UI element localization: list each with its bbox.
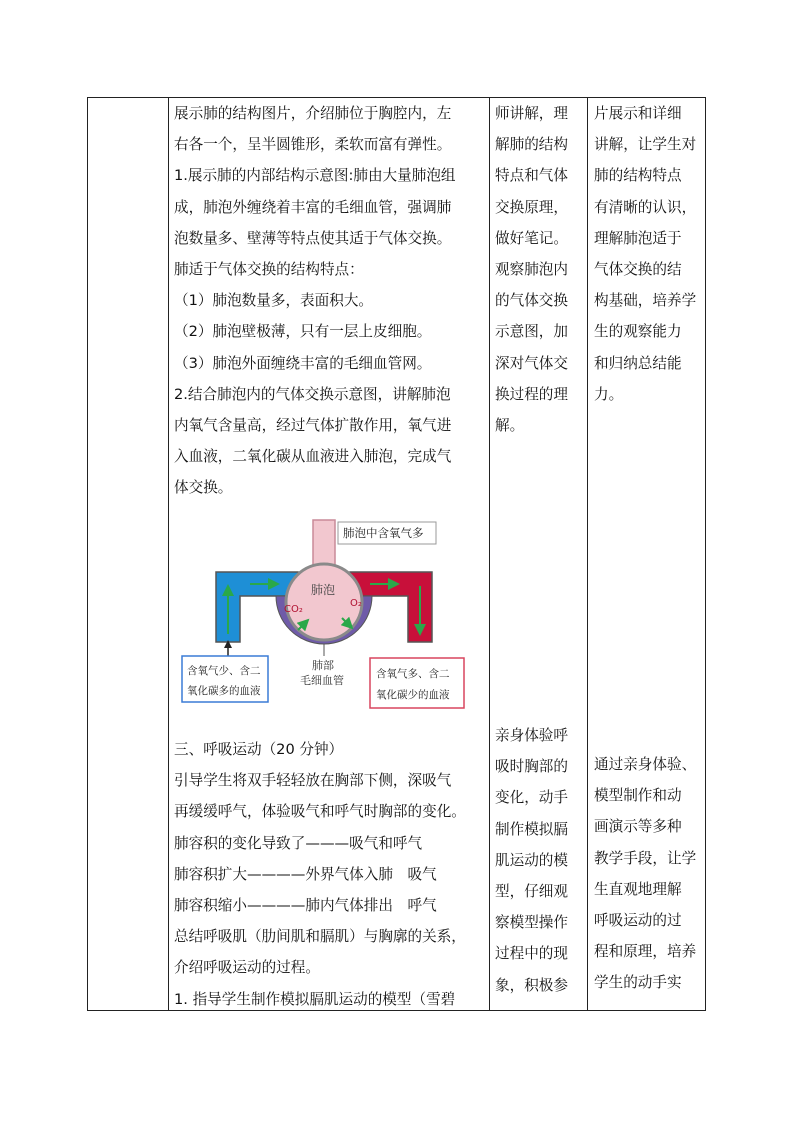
text-line: 解肺的结构: [495, 136, 568, 154]
text-line: 体交换。: [174, 479, 233, 497]
text-line: 入血液，二氧化碳从血液进入肺泡，完成气: [174, 448, 452, 466]
text-line: 2.结合肺泡内的气体交换示意图，讲解肺泡: [174, 385, 451, 403]
text-line: 过程中的现: [495, 945, 568, 963]
text-line: 引导学生将双手轻轻放在胸部下侧，深吸气: [174, 772, 452, 790]
text-line: 总结呼吸肌（肋间肌和膈肌）与胸廓的关系，: [174, 928, 466, 946]
text-line: 成，肺泡外缠绕着丰富的毛细血管，强调肺: [174, 198, 452, 216]
text-line: 生直观地理解: [594, 880, 682, 898]
text-line: 肌运动的模: [495, 851, 568, 869]
text-line: 理解肺泡适于: [594, 229, 682, 247]
text-line: 学生的动手实: [594, 974, 682, 992]
text-line: 气体交换的结: [594, 261, 682, 279]
student-activity-cell-2: [495, 720, 581, 1001]
text-line: 吸时胸部的: [495, 758, 568, 776]
text-line: 生的观察能力: [594, 323, 682, 341]
column-divider: [168, 98, 169, 1010]
text-line: 换过程的理: [495, 385, 568, 403]
text-line: 泡数量多、壁薄等特点使其适于气体交换。: [174, 229, 452, 247]
text-line: 解。: [495, 417, 525, 435]
text-line: 变化，动手: [495, 789, 568, 807]
text-line: 讲解，让学生对: [594, 136, 697, 154]
text-line: 肺容积的变化导致了———吸气和呼气: [174, 834, 423, 852]
text-line: 1.展示肺的内部结构示意图:肺由大量肺泡组: [174, 167, 456, 185]
alveolus-gas-exchange-diagram: [180, 516, 466, 716]
text-line: 交换原理，: [495, 198, 568, 216]
column-divider: [489, 98, 490, 1010]
text-line: 展示肺的结构图片，介绍肺位于胸腔内，左: [174, 105, 452, 122]
text-line: 内氧气含量高，经过气体扩散作用，氧气进: [174, 417, 452, 435]
text-line: 程和原理，培养: [594, 943, 697, 961]
text-line: 肺的结构特点: [594, 167, 682, 185]
student-activity-cell: [495, 98, 581, 441]
text-line: 做好笔记。: [495, 229, 568, 247]
text-line: 教学手段，让学: [594, 849, 697, 867]
text-line: 观察肺泡内: [495, 261, 568, 279]
arterial-blood-label-1: 含氧气多、含二: [376, 668, 450, 680]
text-line: （2）肺泡壁极薄，只有一层上皮细胞。: [174, 323, 432, 341]
text-line: 亲身体验呼: [495, 727, 568, 744]
teacher-activity-cell: [174, 98, 486, 504]
text-line: 画演示等多种: [594, 818, 682, 836]
text-line: 三、呼吸运动（20 分钟）: [174, 741, 344, 758]
text-line: 力。: [594, 385, 624, 403]
venous-blood-label-2: 氧化碳多的血液: [187, 685, 261, 697]
text-line: 通过亲身体验、: [594, 756, 697, 773]
top-label: 肺泡中含氧气多: [343, 526, 424, 540]
text-line: （1）肺泡数量多，表面积大。: [174, 292, 374, 310]
text-line: 师讲解，理: [495, 105, 568, 122]
o2-label: O₂: [350, 598, 362, 609]
text-line: 模型制作和动: [594, 787, 682, 805]
design-intent-cell: [594, 98, 700, 410]
text-line: 特点和气体: [495, 167, 568, 185]
text-line: 介绍呼吸运动的过程。: [174, 959, 320, 977]
text-line: 肺容积扩大————外界气体入肺 吸气: [174, 865, 437, 883]
column-divider: [587, 98, 588, 1010]
capillary-label-1: 肺部: [312, 659, 334, 672]
co2-label: CO₂: [284, 604, 303, 615]
text-line: 象，积极参: [495, 976, 568, 994]
text-line: 1. 指导学生制作模拟膈肌运动的模型（雪碧: [174, 990, 456, 1008]
text-line: 右各一个，呈半圆锥形，柔软而富有弹性。: [174, 136, 452, 154]
text-line: 片展示和详细: [594, 105, 682, 122]
text-line: 的气体交换: [495, 292, 568, 310]
capillary-label-2: 毛细血管: [300, 674, 344, 687]
lesson-plan-table: [87, 97, 706, 1011]
alveolus-label: 肺泡: [311, 583, 336, 597]
text-line: 制作模拟膈: [495, 820, 568, 838]
text-line: 察模型操作: [495, 914, 568, 932]
text-line: 示意图，加: [495, 323, 568, 341]
text-line: 有清晰的认识，: [594, 198, 697, 216]
text-line: 和归纳总结能: [594, 354, 682, 372]
venous-blood-label-1: 含氧气少、含二: [187, 665, 261, 677]
text-line: （3）肺泡外面缠绕丰富的毛细血管网。: [174, 354, 432, 372]
text-line: 构基础，培养学: [594, 292, 697, 310]
text-line: 呼吸运动的过: [594, 912, 682, 930]
text-line: 深对气体交: [495, 354, 568, 372]
text-line: 再缓缓呼气，体验吸气和呼气时胸部的变化。: [174, 803, 466, 821]
text-line: 肺适于气体交换的结构特点：: [174, 261, 364, 279]
text-line: 肺容积缩小————肺内气体排出 呼气: [174, 897, 437, 915]
arterial-blood-label-2: 氧化碳少的血液: [376, 689, 450, 701]
text-line: 型，仔细观: [495, 883, 568, 901]
design-intent-cell-2: [594, 749, 700, 999]
teacher-activity-cell-2: [174, 734, 486, 1015]
